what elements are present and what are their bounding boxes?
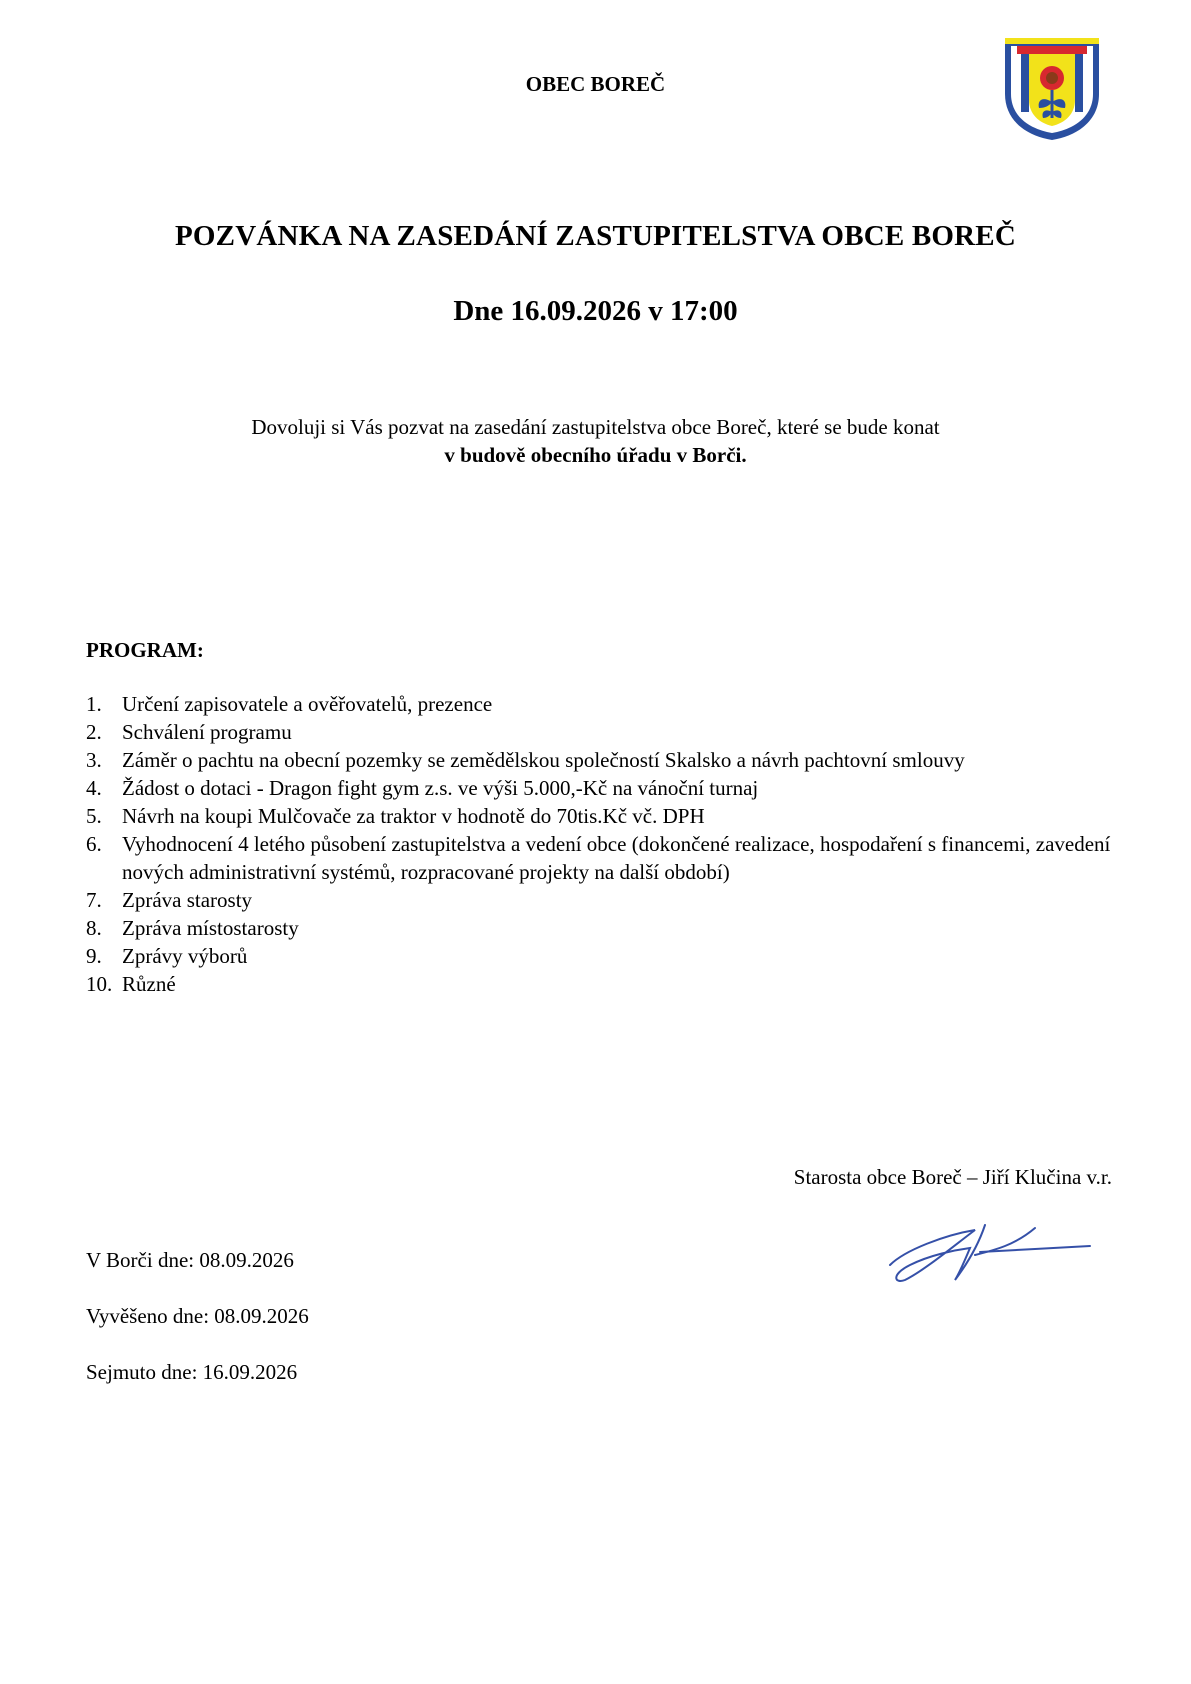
signatory-line: Starosta obce Boreč – Jiří Klučina v.r. [793, 1165, 1112, 1189]
invitation-text: Dovoluji si Vás pozvat na zasedání zastupitelstva obce Boreč, které se bude konat [251, 415, 940, 439]
posted-date: Vyvěšeno dne: 08.09.2026 [86, 1304, 309, 1328]
program-item-text: Určení zapisovatele a ověřovatelů, prezence [122, 692, 493, 716]
program-heading: PROGRAM: [86, 638, 204, 662]
program-item-number: 6. [86, 832, 102, 856]
program-item-text: Různé [122, 972, 176, 996]
meeting-date: Dne 16.09.2026 v 17:00 [453, 295, 738, 327]
program-item-number: 9. [86, 944, 102, 968]
coat-of-arms-emblem [997, 36, 1107, 142]
program-item-text: Vyhodnocení 4 letého působení zastupitelstva a vedení obce (dokončené realizace, hospodaření s financemi, zavedení nových administrativní systémů, rozpracované projekty na další období) [122, 832, 1111, 884]
meeting-location: v budově obecního úřadu v Borči. [444, 443, 747, 467]
program-item-number: 4. [86, 776, 102, 800]
program-item [86, 690, 1126, 718]
program-item [86, 802, 1126, 830]
program-item-text: Zpráva místostarosty [122, 916, 299, 940]
program-item-number: 1. [86, 692, 102, 716]
program-item [86, 970, 1126, 998]
program-item-text: Návrh na koupi Mulčovače za traktor v hodnotě do 70tis.Kč vč. DPH [122, 804, 705, 828]
document-title: POZVÁNKA NA ZASEDÁNÍ ZASTUPITELSTVA OBCE BOREČ [174, 220, 1016, 252]
program-item-number: 7. [86, 888, 102, 912]
program-item [86, 914, 1126, 942]
program-item-text: Zpráva starosty [122, 888, 253, 912]
removed-date: Sejmuto dne: 16.09.2026 [86, 1360, 298, 1384]
program-item [86, 830, 1126, 886]
program-item-text: Schválení programu [122, 720, 292, 744]
place-date: V Borči dne: 08.09.2026 [86, 1248, 294, 1272]
municipality-name: OBEC BOREČ [525, 72, 666, 96]
program-item [86, 886, 1126, 914]
program-item-text: Záměr o pachtu na obecní pozemky se zemědělskou společností Skalsko a návrh pachtovní smlouvy [122, 748, 965, 772]
program-item [86, 942, 1126, 970]
program-item [86, 718, 1126, 746]
program-item-number: 2. [86, 720, 102, 744]
program-item [86, 746, 1126, 774]
program-item-text: Žádost o dotaci - Dragon fight gym z.s. ve výši 5.000,-Kč na vánoční turnaj [122, 776, 759, 800]
program-item-number: 5. [86, 804, 102, 828]
handwritten-signature [885, 1210, 1095, 1290]
program-item [86, 774, 1126, 802]
program-item-number: 3. [86, 748, 102, 772]
program-item-number: 8. [86, 916, 102, 940]
program-item-text: Zprávy výborů [122, 944, 248, 968]
program-item-number: 10. [86, 972, 113, 996]
program-list [86, 690, 1126, 998]
